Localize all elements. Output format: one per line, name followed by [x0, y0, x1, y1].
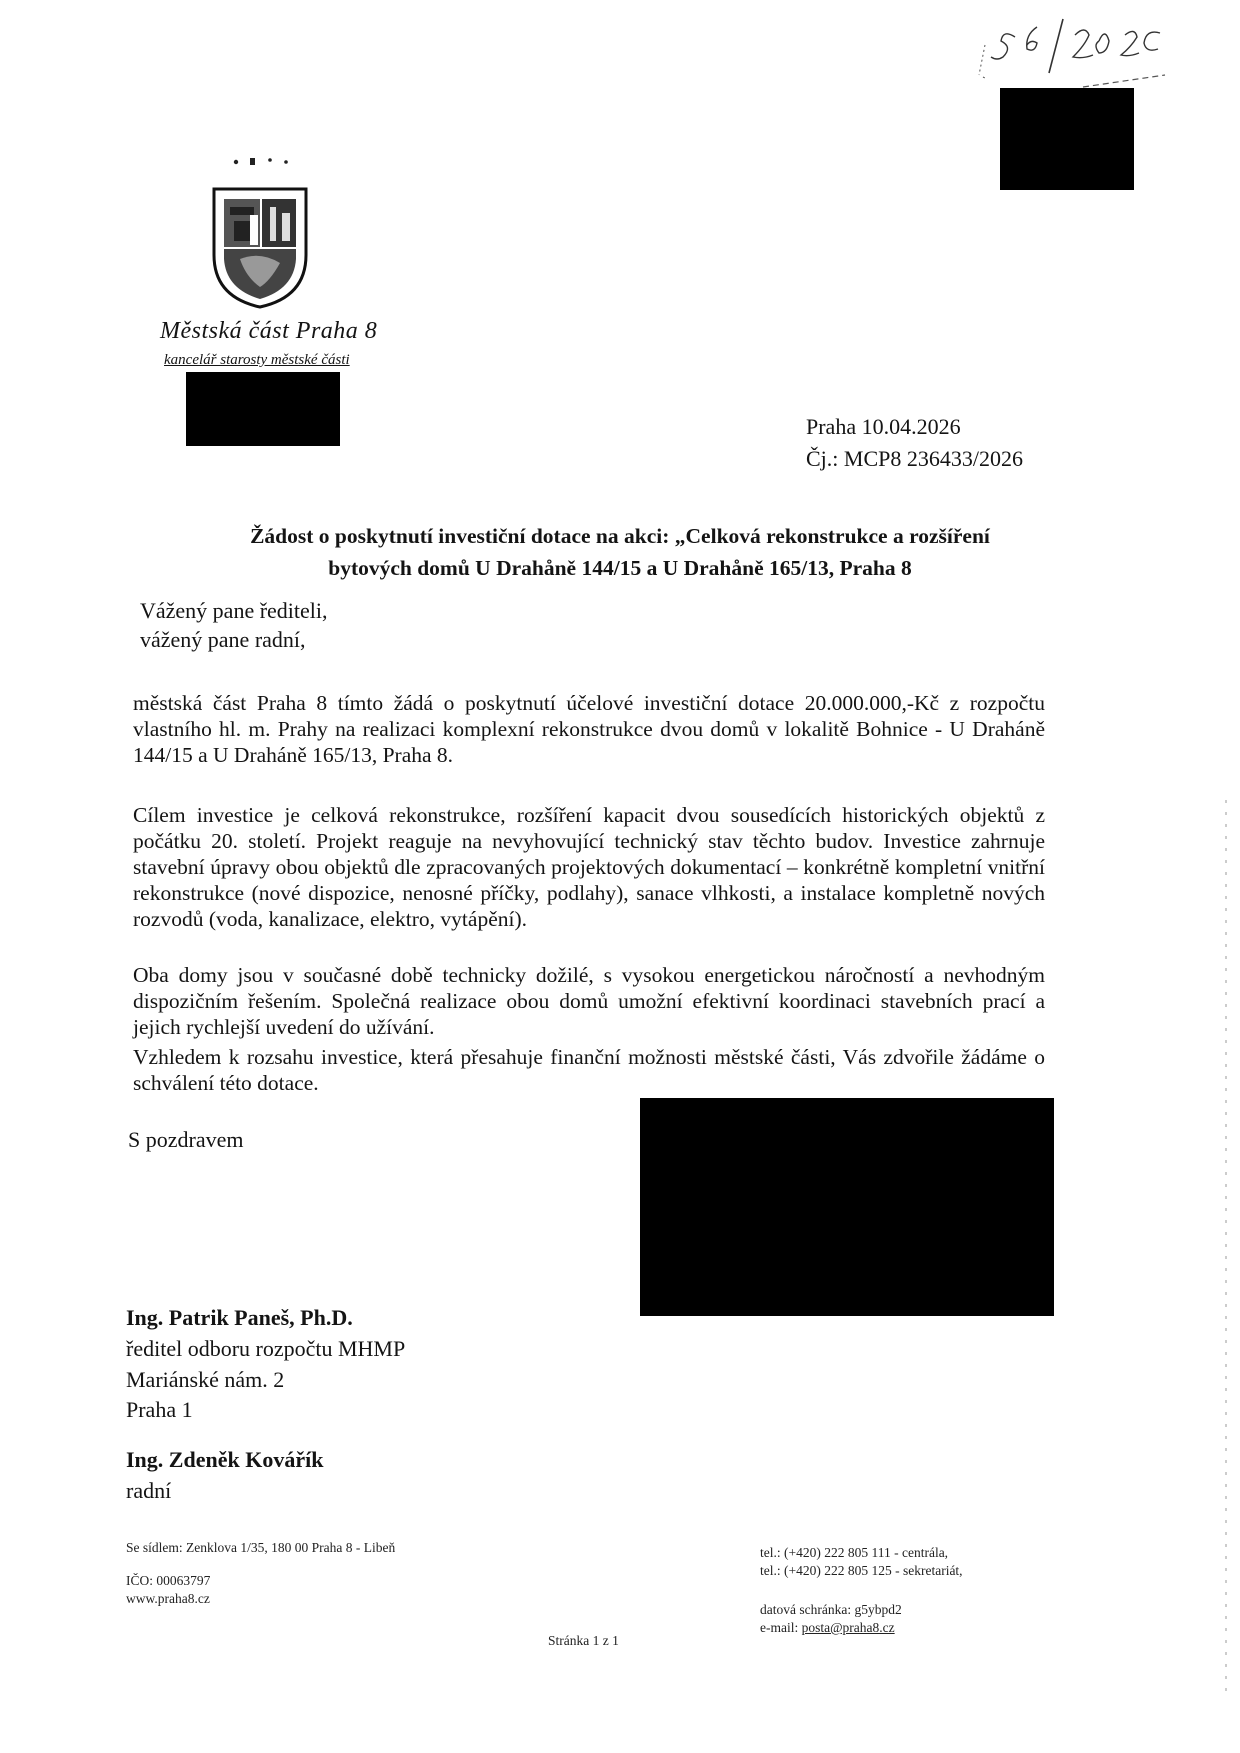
footer-email-label: e-mail:: [760, 1620, 799, 1635]
subject-line-2: bytových domů U Drahåně 144/15 a U Drahåně 165/13, Praha 8: [328, 556, 912, 580]
footer-email-line: [760, 1620, 895, 1636]
paragraph-investment-goal: Cílem investice je celková rekonstrukce, rozšíření kapacit dvou sousedících historických objektů z počátku 20. století. Projekt reaguje na nevyhovující technický stav těchto budov. Investice zahrnuje stavební úpravy obou objektů dle zpracovaných projektových dokumentací – konkrétně kompletní vnitřní rekonstrukce (nové dispozice, nenosné příčky, podlahy), sanace vlhkosti, a instalace kompletně nových rozvodů (voda, kanalizace, elektro, vytápění).: [133, 803, 1045, 931]
footer-website[interactable]: www.praha8.cz: [126, 1591, 210, 1606]
redaction-box-top-right: [1000, 88, 1134, 190]
footer-email-link[interactable]: posta@praha8.cz: [801, 1620, 895, 1635]
letter-subject: [130, 520, 1110, 584]
recipient-2-name: Ing. Zdeněk Kovářík: [126, 1447, 324, 1472]
footer-phone-central: tel.: (+420) 222 805 111 - centrála,: [760, 1545, 949, 1560]
subject-line-1: Žádost o poskytnutí investiční dotace na akci: „Celková rekonstrukce a rozšíření: [250, 524, 990, 548]
redaction-box-sender: [186, 372, 340, 446]
closing: S pozdravem: [128, 1127, 244, 1152]
footer-seat: Se sídlem: Zenklova 1/35, 180 00 Praha 8 - Libeň: [126, 1540, 396, 1555]
recipient-1-title: ředitel odboru rozpočtu MHMP: [126, 1336, 406, 1361]
recipient-1-city: Praha 1: [126, 1397, 193, 1422]
office-subtitle: kancelář starosty městské části: [164, 352, 350, 368]
recipient-2-title: radní: [126, 1478, 172, 1503]
footer-databox: datová schránka: g5ybpd2: [760, 1602, 902, 1617]
greeting-councillor: vážený pane radní,: [140, 627, 306, 652]
page-number: Stránka 1 z 1: [548, 1633, 619, 1648]
paragraph-building-condition: Oba domy jsou v současné době technicky dožilé, s vysokou energetickou náročností a nevhodným dispozičním řešením. Společná realizace obou domů umožní efektivní koordinaci stavebních prací a jejich rychlejší uvedení do užívání.: [133, 963, 1045, 1039]
praha-8-coat-of-arms-icon: [210, 185, 310, 310]
redaction-box-signature: [640, 1098, 1054, 1316]
office-name: Městská část Praha 8: [160, 318, 378, 344]
letter-date: Praha 10.04.2026: [806, 414, 961, 439]
reference-number: Čj.: MCP8 236433/2026: [806, 446, 1023, 471]
scan-edge-marks: [1222, 800, 1230, 1700]
footer-phone-secretariat: tel.: (+420) 222 805 125 - sekretariát,: [760, 1563, 963, 1578]
paragraph-approval-request: Vzhledem k rozsahu investice, která přesahuje finanční možnosti městské části, Vás zdvořile žádáme o schválení této dotace.: [133, 1045, 1045, 1095]
greeting-director: Vážený pane řediteli,: [140, 598, 328, 623]
recipient-1-name: Ing. Patrik Paneš, Ph.D.: [126, 1305, 353, 1330]
paragraph-request: městská část Praha 8 tímto žádá o poskytnutí účelové investiční dotace 20.000.000,-Kč z rozpočtu vlastního hl. m. Prahy na realizaci komplexní rekonstrukce dvou domů v lokalitě Bohnice - U Draháně 144/15 a U Draháně 165/13, Praha 8.: [133, 691, 1045, 767]
recipient-1-street: Mariánské nám. 2: [126, 1367, 285, 1392]
footer-ico: IČO: 00063797: [126, 1573, 211, 1588]
crest-crown-dots: [230, 150, 300, 170]
